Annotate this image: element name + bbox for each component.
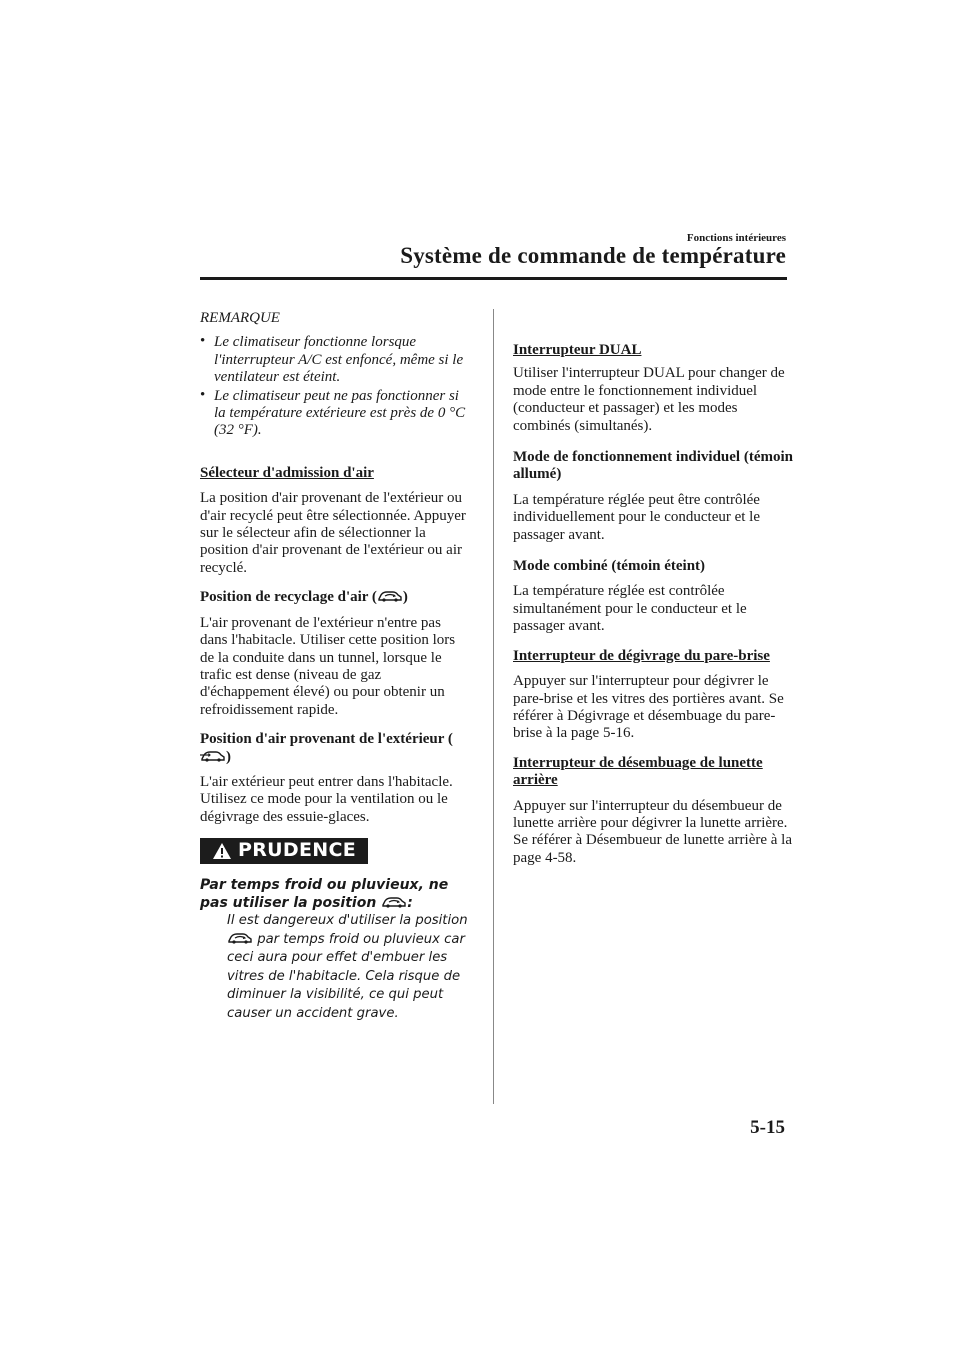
bullet-icon: •: [200, 386, 206, 403]
car-recirculation-icon: [377, 589, 403, 603]
outside-air-heading-text: Position d'air provenant de l'extérieur (: [200, 731, 453, 748]
outside-air-heading-close: ): [226, 748, 231, 765]
individual-mode-heading: Mode de fonctionnement individuel (témoin allumé): [513, 449, 793, 483]
rear-defogger-text: Appuyer sur l'interrupteur du désembueur de lunette arrière pour dégivrer la lunette arrière.: [513, 797, 788, 831]
caution-body-start: Il est dangereux d'utiliser la position: [227, 913, 468, 929]
recirculation-heading: [200, 589, 472, 606]
outside-air-heading: [200, 731, 472, 766]
note-item: [200, 388, 472, 440]
caution-heading-text: Par temps froid ou pluvieux, ne pas utiliser la position: [200, 877, 449, 912]
right-column: [513, 342, 793, 867]
note-text: Le climatiseur peut ne pas fonctionner si la température extérieure est près de 0 °C (32 °F).: [214, 387, 466, 439]
rear-defogger-heading: Interrupteur de désembuage de lunette arrière: [513, 754, 763, 789]
recirculation-heading-close: ): [402, 589, 408, 606]
warning-triangle-icon: [212, 842, 232, 860]
caution-body: [227, 912, 472, 1023]
recirculation-heading-text: Position de recyclage d'air (: [200, 589, 377, 606]
car-recirculation-icon: [381, 895, 407, 909]
header-section-label: Fonctions intérieures: [686, 232, 786, 244]
note-title: REMARQUE: [200, 310, 280, 326]
page-title: Système de commande de température: [400, 243, 786, 268]
dual-switch-text: Utiliser l'interrupteur DUAL pour changer de mode entre le fonctionnement individuel (conducteur et passager) et les modes combinés (simultanés).: [513, 365, 785, 434]
combined-mode-heading: Mode combiné (témoin éteint): [513, 558, 706, 575]
recirculation-text: L'air provenant de l'extérieur n'entre pas dans l'habitacle. Utiliser cette position lors de la conduite dans un tunnel, lorsque le trafic est dense (niveau de gaz d'échappement élevé) ou pour obtenir un refroidissement rapide.: [200, 614, 456, 718]
outside-air-text: L'air extérieur peut entrer dans l'habitacle. Utilisez ce mode pour la ventilation ou le dégivrage des essuie-glaces.: [200, 773, 453, 825]
intake-selector-text: La position d'air provenant de l'extérieur ou d'air recyclé peut être sélectionnée. Appuyer sur le sélecteur afin de sélectionner la position d'air provenant de l'extérieur ou air recyclé.: [200, 490, 466, 576]
caution-label: PRUDENCE: [238, 839, 356, 862]
left-column: [200, 310, 472, 1023]
bullet-icon: •: [200, 333, 206, 350]
column-divider: [493, 309, 494, 1104]
caution-heading: [200, 876, 472, 912]
caution-body-end: par temps froid ou pluvieux car ceci aura pour effet d'embuer les vitres de l'habitacle. Cela risque de diminuer la visibilité, ce qui peut causer un accident grave.: [227, 931, 465, 1021]
dual-switch-heading: Interrupteur DUAL: [513, 342, 642, 358]
header-rule: [200, 277, 787, 280]
intake-selector-heading: Sélecteur d'admission d'air: [200, 464, 374, 481]
page-number: 5-15: [750, 1117, 785, 1138]
caution-badge: [200, 838, 368, 864]
car-outside-air-icon: [200, 749, 226, 763]
combined-mode-text: La température réglée est contrôlée simultanément pour le conducteur et le passager avant.: [513, 583, 747, 635]
windshield-defroster-text: Appuyer sur l'interrupteur pour dégivrer le pare-brise et les vitres des portières avant. Se référer à Dégivrage et désembuage du pare-brise à la page 5-16.: [513, 673, 784, 742]
note-text: Le climatiseur fonctionne lorsque l'interrupteur A/C est enfoncé, même si le ventilateur est éteint.: [214, 334, 464, 386]
rear-defogger-reference: Se référer à Désembueur de lunette arrière à la page 4-58.: [513, 832, 793, 866]
caution-heading-colon: :: [407, 895, 413, 912]
note-item: [200, 334, 472, 386]
individual-mode-text: La température réglée peut être contrôlée individuellement pour le conducteur et le passager avant.: [513, 491, 761, 543]
car-recirculation-icon: [227, 931, 253, 945]
note-list: [200, 334, 472, 439]
windshield-defroster-heading: Interrupteur de dégivrage du pare-brise: [513, 647, 770, 664]
